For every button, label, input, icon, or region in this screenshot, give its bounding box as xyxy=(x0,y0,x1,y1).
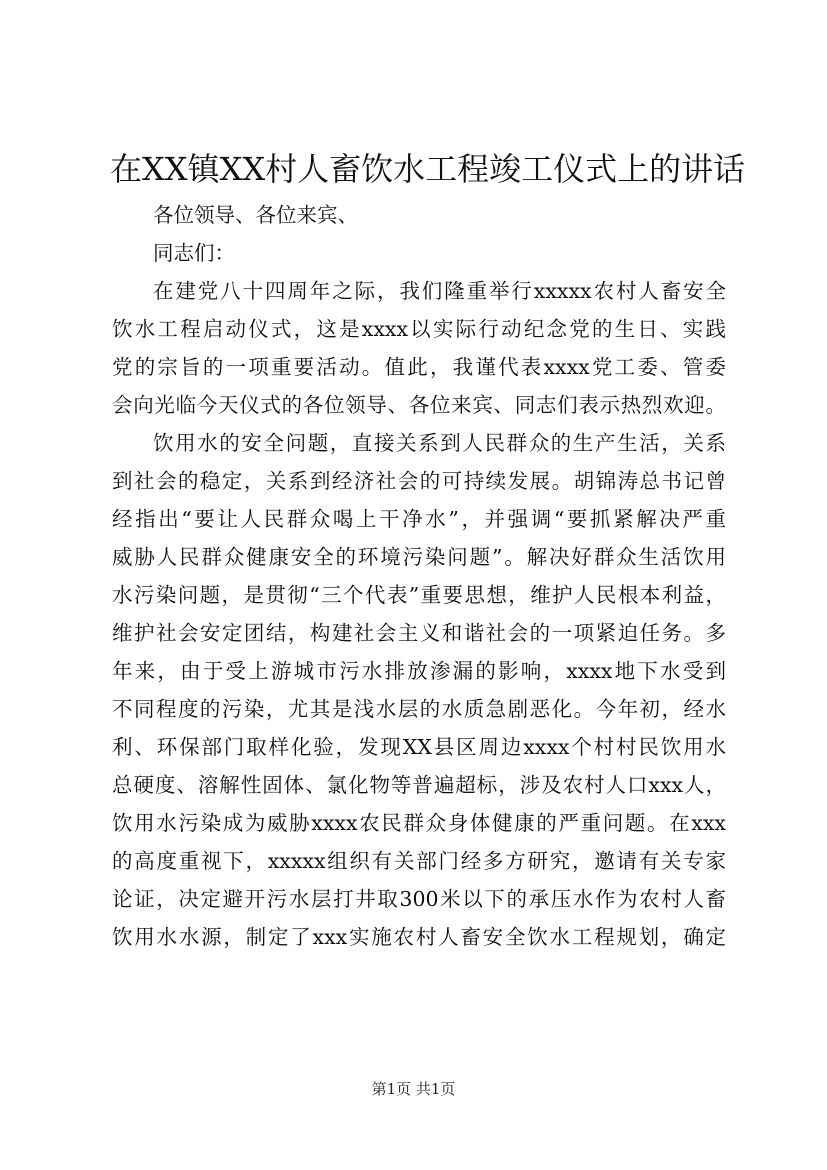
salutation-line: 各位领导、各位来宾、 xyxy=(153,203,358,227)
document-body xyxy=(112,196,726,956)
paragraph-line: 经指出“要让人民群众喝上干净水”，并强调“要抓紧解决严重 xyxy=(112,507,726,531)
paragraph-line: 饮用水污染成为威胁xxxx农民群众身体健康的严重问题。在xxx xyxy=(112,811,726,835)
paragraph-line: 年来，由于受上游城市污水排放渗漏的影响，xxxx地下水受到 xyxy=(112,659,726,683)
paragraph-line: 不同程度的污染，尤其是浅水层的水质急剧恶化。今年初，经水 xyxy=(112,697,726,721)
paragraph-line: 饮用水水源，制定了xxx实施农村人畜安全饮水工程规划，确定 xyxy=(112,925,726,949)
paragraph-line: 的高度重视下，xxxxx组织有关部门经多方研究，邀请有关专家 xyxy=(112,849,726,873)
paragraph-line: 维护社会安定团结，构建社会主义和谐社会的一项紧迫任务。多 xyxy=(112,621,726,645)
paragraph-line: 论证，决定避开污水层打井取300米以下的承压水作为农村人畜 xyxy=(112,887,726,911)
paragraph-line: 水污染问题，是贯彻“三个代表”重要思想，维护人民根本利益， xyxy=(112,583,726,607)
paragraph-line: 利、环保部门取样化验，发现XX县区周边xxxx个村村民饮用水 xyxy=(112,735,726,759)
page-footer xyxy=(0,1078,827,1100)
paragraph-line: 饮水工程启动仪式，这是xxxx以实际行动纪念党的生日、实践 xyxy=(112,317,726,341)
paragraph-line: 到社会的稳定，关系到经济社会的可持续发展。胡锦涛总书记曾 xyxy=(112,469,726,493)
salutation-line: 同志们： xyxy=(153,241,235,265)
page-title: 在XX镇XX村人畜饮水工程竣工仪式上的讲话 xyxy=(110,150,746,188)
paragraph-line: 总硬度、溶解性固体、氯化物等普遍超标，涉及农村人口xxx人， xyxy=(112,773,726,797)
paragraph-line: 会向光临今天仪式的各位领导、各位来宾、同志们表示热烈欢迎。 xyxy=(112,393,726,417)
paragraph-line: 在建党八十四周年之际，我们隆重举行xxxxx农村人畜安全 xyxy=(153,279,726,303)
page-number-label: 第1页 共1页 xyxy=(371,1080,456,1098)
paragraph-line: 威胁人民群众健康安全的环境污染问题”。解决好群众生活饮用 xyxy=(112,545,726,569)
paragraph-line: 党的宗旨的一项重要活动。值此，我谨代表xxxx党工委、管委 xyxy=(112,355,726,379)
paragraph-line: 饮用水的安全问题，直接关系到人民群众的生产生活，关系 xyxy=(153,431,726,455)
